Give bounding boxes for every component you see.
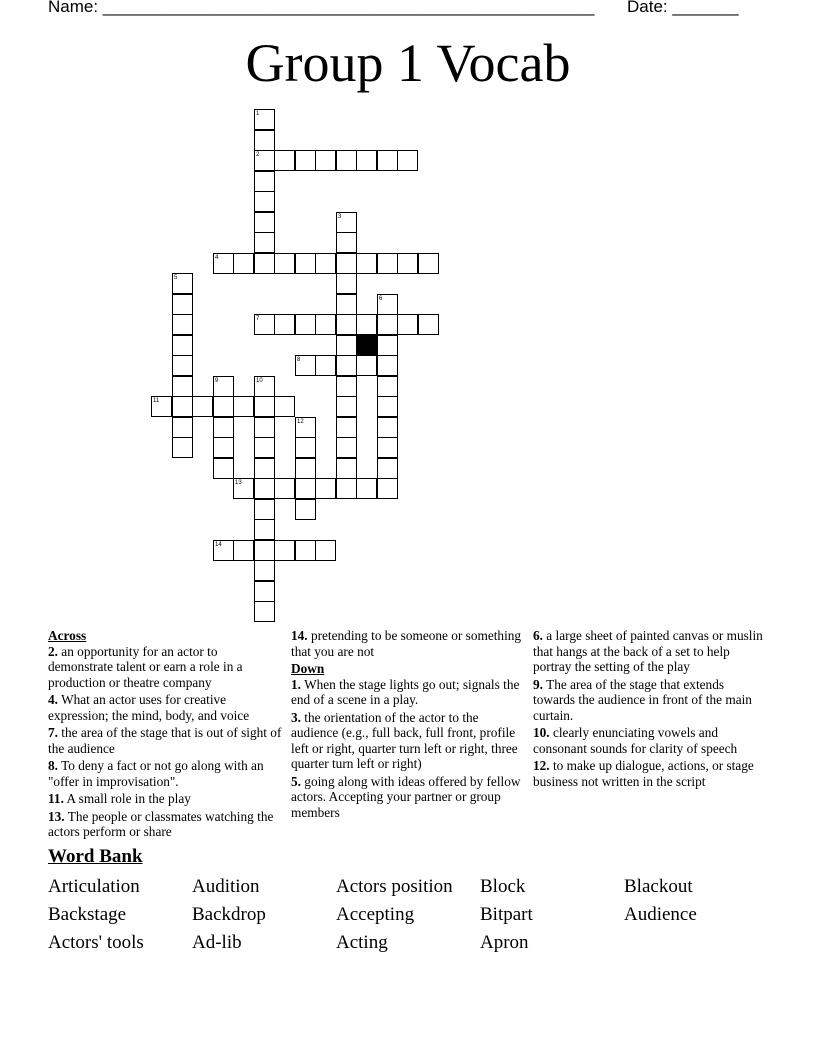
crossword-cell[interactable] xyxy=(213,417,234,438)
crossword-cell[interactable] xyxy=(336,273,357,294)
crossword-cell[interactable] xyxy=(254,314,275,335)
word-bank-item: Apron xyxy=(480,932,529,953)
clue-number: 14 xyxy=(215,542,222,548)
crossword-cell[interactable] xyxy=(336,294,357,315)
clues-column-3 xyxy=(533,628,769,791)
crossword-cell[interactable] xyxy=(295,417,316,438)
clue-number: 10 xyxy=(256,378,263,384)
crossword-cell[interactable] xyxy=(172,335,193,356)
crossword-cell[interactable] xyxy=(377,417,398,438)
crossword-cell[interactable] xyxy=(254,478,275,499)
crossword-cell[interactable] xyxy=(397,314,418,335)
crossword-cell[interactable] xyxy=(172,417,193,438)
crossword-cell[interactable] xyxy=(254,109,275,130)
page-title: Group 1 Vocab xyxy=(245,33,571,93)
crossword-cell[interactable] xyxy=(336,458,357,479)
clue-across-13: 13. The people or classmates watching the actors perform or share xyxy=(48,808,274,839)
date-line[interactable]: Date: _______ xyxy=(627,0,739,16)
clue-across-14: 14. pretending to be someone or something that you are not xyxy=(291,628,522,659)
crossword-cell[interactable] xyxy=(295,355,316,376)
clue-number: 9 xyxy=(215,378,219,384)
clue-number: 2 xyxy=(256,152,260,158)
crossword-cell[interactable] xyxy=(295,478,316,499)
crossword-cell[interactable] xyxy=(377,314,398,335)
clue-down-9: 9. The area of the stage that extends towards the audience in front of the main curtain. xyxy=(533,676,752,723)
crossword-cell[interactable] xyxy=(172,355,193,376)
crossword-cell[interactable] xyxy=(336,232,357,253)
clue-down-1: 1. When the stage lights go out; signals the end of a scene in a play. xyxy=(291,676,520,707)
clue-across-11: 11. A small role in the play xyxy=(48,791,191,806)
clue-number: 8 xyxy=(297,357,301,363)
crossword-cell[interactable] xyxy=(336,417,357,438)
crossword-cell[interactable] xyxy=(213,376,234,397)
word-bank-item: Ad-lib xyxy=(192,932,242,953)
down-heading: Down xyxy=(291,661,325,676)
clue-number: 4 xyxy=(215,255,219,261)
crossword-cell[interactable] xyxy=(233,396,254,417)
crossword-cell[interactable] xyxy=(172,294,193,315)
crossword-cell[interactable] xyxy=(254,376,275,397)
crossword-cell[interactable] xyxy=(315,478,336,499)
crossword-cell[interactable] xyxy=(336,314,357,335)
crossword-cell[interactable] xyxy=(213,437,234,458)
word-bank-item: Blackout xyxy=(624,876,693,897)
crossword-cell[interactable] xyxy=(274,396,295,417)
name-line[interactable]: Name: ____________________________________________________ xyxy=(48,0,595,16)
crossword-cell[interactable] xyxy=(254,437,275,458)
word-bank-item: Backstage xyxy=(48,904,127,925)
crossword-cell[interactable] xyxy=(172,376,193,397)
crossword-cell[interactable] xyxy=(418,253,439,274)
crossword-cell[interactable] xyxy=(254,499,275,520)
crossword-cell[interactable] xyxy=(336,253,357,274)
crossword-cell[interactable] xyxy=(377,355,398,376)
crossword-cell[interactable] xyxy=(295,253,316,274)
crossword-cell[interactable] xyxy=(336,376,357,397)
clues-column-1 xyxy=(48,628,284,842)
clues-column-2 xyxy=(291,628,527,822)
word-bank-item: Bitpart xyxy=(480,904,533,925)
clue-down-6: 6. a large sheet of painted canvas or muslin that hangs at the back of a set to help portray the setting of the play xyxy=(533,628,763,674)
crossword-cell[interactable] xyxy=(377,150,398,171)
clue-number: 12 xyxy=(297,419,304,425)
word-bank-item: Accepting xyxy=(336,904,415,925)
clue-number: 5 xyxy=(174,275,178,281)
crossword-cell[interactable] xyxy=(336,437,357,458)
crossword-cell[interactable] xyxy=(356,478,377,499)
word-bank-item: Actors' tools xyxy=(48,932,144,953)
crossword-cell[interactable] xyxy=(254,601,275,622)
crossword-cell[interactable] xyxy=(315,314,336,335)
crossword-cell[interactable] xyxy=(213,458,234,479)
crossword-cell[interactable] xyxy=(254,191,275,212)
crossword-cell[interactable] xyxy=(213,396,234,417)
crossword-cell[interactable] xyxy=(172,437,193,458)
crossword-cell[interactable] xyxy=(336,355,357,376)
crossword-cell[interactable] xyxy=(295,314,316,335)
crossword-cell[interactable] xyxy=(254,130,275,151)
word-bank-item: Backdrop xyxy=(192,904,266,925)
word-bank-title: Word Bank xyxy=(48,846,143,867)
crossword-cell[interactable] xyxy=(233,253,254,274)
crossword-cell[interactable] xyxy=(295,437,316,458)
crossword-cell[interactable] xyxy=(254,171,275,192)
crossword-cell[interactable] xyxy=(377,376,398,397)
crossword-cell[interactable] xyxy=(315,540,336,561)
across-heading: Across xyxy=(48,628,87,643)
crossword-cell[interactable] xyxy=(315,150,336,171)
word-bank-item: Actors position xyxy=(336,876,453,897)
crossword-cell[interactable] xyxy=(377,458,398,479)
crossword-cell[interactable] xyxy=(254,253,275,274)
crossword-cell[interactable] xyxy=(397,150,418,171)
crossword-cell[interactable] xyxy=(377,396,398,417)
crossword-cell[interactable] xyxy=(274,540,295,561)
clue-across-4: 4. What an actor uses for creative expression; the mind, body, and voice xyxy=(48,692,250,723)
clue-down-5: 5. going along with ideas offered by fellow actors. Accepting your partner or group members xyxy=(291,773,521,820)
crossword-cell[interactable] xyxy=(254,581,275,602)
crossword-black-cell xyxy=(356,335,377,356)
crossword-cell[interactable] xyxy=(295,499,316,520)
crossword-cell[interactable] xyxy=(274,253,295,274)
crossword-cell[interactable] xyxy=(254,232,275,253)
crossword-cell[interactable] xyxy=(295,150,316,171)
crossword-cell[interactable] xyxy=(172,273,193,294)
crossword-cell[interactable] xyxy=(254,560,275,581)
crossword-cell[interactable] xyxy=(377,253,398,274)
clue-across-8: 8. To deny a fact or not go along with an "offer in improvisation". xyxy=(48,758,264,789)
crossword-cell[interactable] xyxy=(315,355,336,376)
crossword-cell[interactable] xyxy=(356,253,377,274)
crossword-cell[interactable] xyxy=(397,253,418,274)
crossword-cell[interactable] xyxy=(356,150,377,171)
clue-across-2: 2. an opportunity for an actor to demonstrate talent or earn a role in a production or theatre company xyxy=(48,643,243,690)
clue-number: 7 xyxy=(256,316,260,322)
crossword-cell[interactable] xyxy=(254,540,275,561)
crossword-cell[interactable] xyxy=(254,396,275,417)
crossword-cell[interactable] xyxy=(233,540,254,561)
crossword-cell[interactable] xyxy=(213,253,234,274)
word-bank xyxy=(48,873,768,957)
crossword-cell[interactable] xyxy=(254,150,275,171)
crossword-cell[interactable] xyxy=(377,335,398,356)
crossword-cell[interactable] xyxy=(172,396,193,417)
crossword-cell[interactable] xyxy=(274,150,295,171)
clue-number: 1 xyxy=(256,111,260,117)
crossword-cell[interactable] xyxy=(336,478,357,499)
clue-down-10: 10. clearly enunciating vowels and consonant sounds for clarity of speech xyxy=(533,725,738,756)
crossword-cell[interactable] xyxy=(254,519,275,540)
crossword-cell[interactable] xyxy=(213,540,234,561)
crossword-cell[interactable] xyxy=(254,458,275,479)
crossword-cell[interactable] xyxy=(254,417,275,438)
crossword-cell[interactable] xyxy=(356,355,377,376)
crossword-cell[interactable] xyxy=(377,437,398,458)
crossword-cell[interactable] xyxy=(233,478,254,499)
crossword-cell[interactable] xyxy=(377,294,398,315)
word-bank-item: Audition xyxy=(192,876,260,897)
crossword-cell[interactable] xyxy=(336,396,357,417)
crossword-cell[interactable] xyxy=(356,314,377,335)
clue-down-12: 12. to make up dialogue, actions, or stage business not written in the script xyxy=(533,758,754,789)
word-bank-item: Acting xyxy=(336,932,388,953)
crossword-cell[interactable] xyxy=(336,335,357,356)
word-bank-item: Articulation xyxy=(48,876,140,897)
crossword-cell[interactable] xyxy=(336,150,357,171)
crossword-cell[interactable] xyxy=(274,478,295,499)
crossword-cell[interactable] xyxy=(295,458,316,479)
crossword-cell[interactable] xyxy=(192,396,213,417)
crossword-cell[interactable] xyxy=(418,314,439,335)
word-bank-item: Audience xyxy=(624,904,697,925)
clue-number: 13 xyxy=(235,480,242,486)
clue-across-7: 7. the area of the stage that is out of sight of the audience xyxy=(48,725,282,756)
crossword-cell[interactable] xyxy=(151,396,172,417)
clue-number: 3 xyxy=(338,214,342,220)
crossword-cell[interactable] xyxy=(172,314,193,335)
clue-number: 11 xyxy=(153,398,160,404)
crossword-cell[interactable] xyxy=(295,540,316,561)
clue-down-3: 3. the orientation of the actor to the audience (e.g., full back, full front, profile left or right, quarter turn left or right, three quarter turn left or right) xyxy=(291,709,518,771)
clue-number: 6 xyxy=(379,296,383,302)
word-bank-item: Block xyxy=(480,876,526,897)
crossword-cell[interactable] xyxy=(254,212,275,233)
crossword-cell[interactable] xyxy=(315,253,336,274)
crossword-cell[interactable] xyxy=(274,314,295,335)
crossword-cell[interactable] xyxy=(336,212,357,233)
crossword-cell[interactable] xyxy=(377,478,398,499)
